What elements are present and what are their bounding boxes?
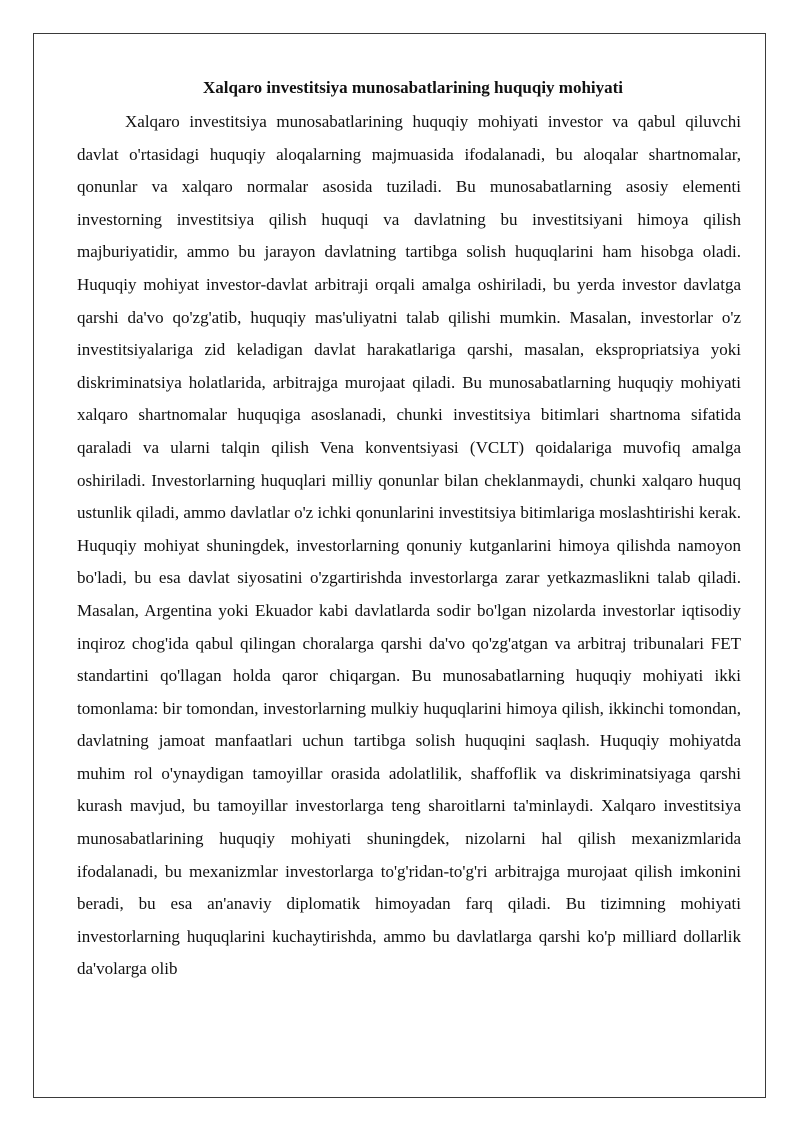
document-body xyxy=(77,74,741,986)
document-title: Xalqaro investitsiya munosabatlarining huquqiy mohiyati xyxy=(202,78,624,97)
body-paragraph: Xalqaro investitsiya munosabatlarining huquqiy mohiyati investor va qabul qiluvchi davlat o'rtasidagi huquqiy aloqalarning majmuasida ifodalanadi, bu aloqalar shartnomalar, qonunlar va xalqaro normalar asosida tuziladi. Bu munosabatlarning asosiy elementi investorning investitsiya qilish huquqi va davlatning bu investitsiyani himoya qilish majburiyatidir, ammo bu jarayon davlatning tartibga solish huquqlarini ham hisobga oladi. Huquqiy mohiyat investor-davlat arbitraji orqali amalga oshiriladi, bu yerda investor davlatga qarshi da'vo qo'zg'atib, huquqiy mas'uliyatni talab qilishi mumkin. Masalan, investorlar o'z investitsiyalariga zid keladigan davlat harakatlariga qarshi, masalan, ekspropriatsiya yoki diskriminatsiya holatlarida, arbitrajga murojaat qiladi. Bu munosabatlarning huquqiy mohiyati xalqaro shartnomalar huquqiga asoslanadi, chunki investitsiya bitimlari shartnoma sifatida qaraladi va ularni talqin qilish Vena konventsiyasi (VCLT) qoidalariga muvofiq amalga oshiriladi. Investorlarning huquqlari milliy qonunlar bilan cheklanmaydi, chunki xalqaro huquq ustunlik qiladi, ammo davlatlar o'z ichki qonunlarini investitsiya bitimlariga moslashtirishi kerak. Huquqiy mohiyat shuningdek, investorlarning qonuniy kutganlarini himoya qilishda namoyon bo'ladi, bu esa davlat siyosatini o'zgartirishda investorlarga zarar yetkazmaslikni talab qiladi. Masalan, Argentina yoki Ekuador kabi davlatlarda sodir bo'lgan nizolarda investorlar iqtisodiy inqiroz chog'ida qabul qilingan choralarga qarshi da'vo qo'zg'atgan va arbitraj tribunalari FET standartini qo'llagan holda qaror chiqargan. Bu munosabatlarning huquqiy mohiyati ikki tomonlama: bir tomondan, investorlarning mulkiy huquqlarini himoya qilish, ikkinchi tomondan, davlatning jamoat manfaatlari uchun tartibga solish huquqini saqlash. Huquqiy mohiyatda muhim rol o'ynaydigan tamoyillar orasida adolatlilik, shaffoflik va diskriminatsiyaga qarshi kurash mavjud, bu tamoyillar investorlarga teng sharoitlarni ta'minlaydi. Xalqaro investitsiya munosabatlarining huquqiy mohiyati shuningdek, nizolarni hal qilish mexanizmlarida ifodalanadi, bu mexanizmlar investorlarga to'g'ridan-to'g'ri arbitrajga murojaat qilish imkonini beradi, bu esa an'anaviy diplomatik himoyadan farq qiladi. Bu tizimning mohiyati investorlarning huquqlarini kuchaytirishda, ammo bu davlatlarga qarshi ko'p milliard dollarlik da'volarga olib xyxy=(77,112,741,979)
